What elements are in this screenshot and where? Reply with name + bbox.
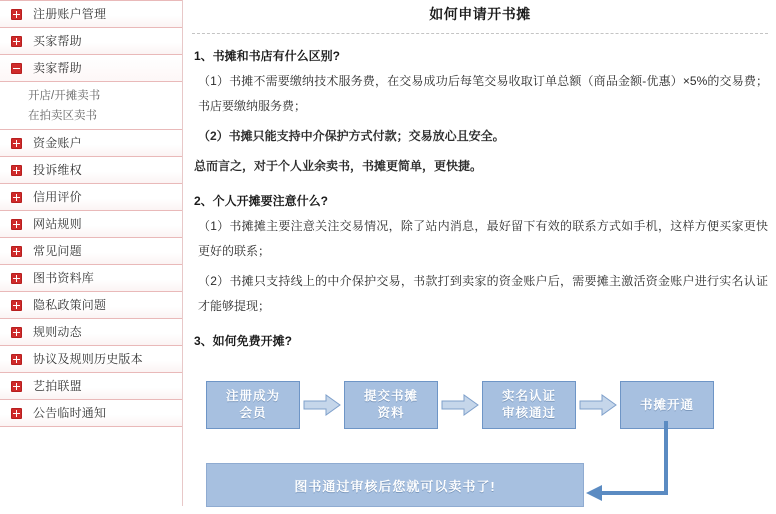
plus-icon[interactable] xyxy=(11,192,22,203)
sidebar-item-complaints[interactable] xyxy=(0,157,182,184)
sidebar-item-label: 常见问题 xyxy=(33,244,82,258)
flow-step-submit-info xyxy=(344,381,438,429)
main-content xyxy=(184,0,776,506)
sidebar-item-faq[interactable] xyxy=(0,238,182,265)
sidebar-item-buyer-help[interactable] xyxy=(0,28,182,55)
sidebar-subitem-open-shop[interactable]: 开店/开摊卖书 xyxy=(28,90,101,102)
section-heading-2: 2、个人开摊要注意什么? xyxy=(194,194,329,208)
plus-icon[interactable] xyxy=(11,273,22,284)
section-1-summary: 总而言之，对于个人业余卖书，书摊更简单，更快捷。 xyxy=(194,159,483,173)
section-2-paragraph-2: （2）书摊只支持线上的中介保护交易，书款打到卖家的资金账户后，需要摊主激活资金账户进行实名认证才能够提现； xyxy=(198,274,768,313)
sidebar-item-register-account[interactable] xyxy=(0,1,182,28)
plus-icon[interactable] xyxy=(11,36,22,47)
page-title: 如何申请开书摊 xyxy=(429,6,531,22)
flow-step-submit-info-line1: 提交书摊 xyxy=(363,389,418,403)
sidebar-item-label: 买家帮助 xyxy=(33,34,82,48)
sidebar-item-book-database[interactable] xyxy=(0,265,182,292)
sidebar-sublist-seller-help xyxy=(0,82,182,130)
plus-icon[interactable] xyxy=(11,354,22,365)
plus-icon[interactable] xyxy=(11,300,22,311)
title-divider xyxy=(192,33,768,34)
sidebar-item-label: 公告临时通知 xyxy=(33,406,107,420)
sidebar-item-announcements[interactable] xyxy=(0,400,182,427)
elbow-connector-arrow-icon xyxy=(584,419,754,514)
sidebar-navigation xyxy=(0,0,183,506)
plus-icon[interactable] xyxy=(11,381,22,392)
flow-step-stall-opened-line1: 书摊开通 xyxy=(639,397,694,412)
sidebar-item-privacy-policy[interactable] xyxy=(0,292,182,319)
arrow-right-icon xyxy=(438,390,482,420)
section-1-paragraph-1: （1）书摊不需要缴纳技术服务费，在交易成功后每笔交易收取订单总额（商品金额-优惠）×5%的交易费；书店要缴纳服务费； xyxy=(198,74,768,113)
section-heading-3: 3、如何免费开摊? xyxy=(194,334,293,348)
sidebar-item-label: 图书资料库 xyxy=(33,271,95,285)
sidebar-item-label: 卖家帮助 xyxy=(33,61,82,75)
plus-icon[interactable] xyxy=(11,219,22,230)
sidebar-subitem-container xyxy=(0,82,182,130)
flow-step-register xyxy=(206,381,300,429)
section-1-paragraph-2: （2）书摊只能支持中介保护方式付款；交易放心且安全。 xyxy=(198,129,505,143)
plus-icon[interactable] xyxy=(11,165,22,176)
flow-result-banner: 图书通过审核后您就可以卖书了! xyxy=(206,463,584,507)
section-heading-1: 1、书摊和书店有什么区别? xyxy=(194,49,341,63)
sidebar-item-list xyxy=(0,0,182,427)
flow-step-verification-line2: 审核通过 xyxy=(501,406,556,420)
sidebar-item-art-auction-alliance[interactable] xyxy=(0,373,182,400)
flow-step-register-line2: 会员 xyxy=(239,406,267,420)
flow-step-verification-line1: 实名认证 xyxy=(501,389,556,403)
plus-icon[interactable] xyxy=(11,408,22,419)
sidebar-subitem-auction-sell[interactable]: 在拍卖区卖书 xyxy=(28,110,97,122)
plus-icon[interactable] xyxy=(11,327,22,338)
minus-icon[interactable] xyxy=(11,63,22,74)
plus-icon[interactable] xyxy=(11,9,22,20)
sidebar-item-label: 规则动态 xyxy=(33,325,82,339)
sidebar-item-label: 艺拍联盟 xyxy=(33,379,82,393)
sidebar-item-funds-account[interactable] xyxy=(0,130,182,157)
sidebar-item-site-rules[interactable] xyxy=(0,211,182,238)
arrow-right-icon xyxy=(300,390,344,420)
sidebar-item-rule-updates[interactable] xyxy=(0,319,182,346)
sidebar-item-label: 资金账户 xyxy=(33,136,82,150)
sidebar-item-label: 协议及规则历史版本 xyxy=(33,352,143,366)
arrow-right-icon xyxy=(576,390,620,420)
sidebar-item-label: 网站规则 xyxy=(33,217,82,231)
section-2-paragraph-1: （1）书摊摊主要注意关注交易情况，除了站内消息，最好留下有效的联系方式如手机，这样方便买家更快更好的联系； xyxy=(198,219,768,258)
flow-step-verification xyxy=(482,381,576,429)
open-stall-flowchart xyxy=(192,359,768,499)
sidebar-item-label: 投诉维权 xyxy=(33,163,82,177)
sidebar-item-label: 注册账户管理 xyxy=(33,7,107,21)
sidebar-item-label: 隐私政策问题 xyxy=(33,298,107,312)
sidebar-item-credit-rating[interactable] xyxy=(0,184,182,211)
plus-icon[interactable] xyxy=(11,138,22,149)
sidebar-item-label: 信用评价 xyxy=(33,190,82,204)
flow-step-submit-info-line2: 资料 xyxy=(377,406,405,420)
plus-icon[interactable] xyxy=(11,246,22,257)
sidebar-item-seller-help[interactable] xyxy=(0,55,182,82)
sidebar-item-agreement-history[interactable] xyxy=(0,346,182,373)
flow-step-register-line1: 注册成为 xyxy=(225,389,280,403)
